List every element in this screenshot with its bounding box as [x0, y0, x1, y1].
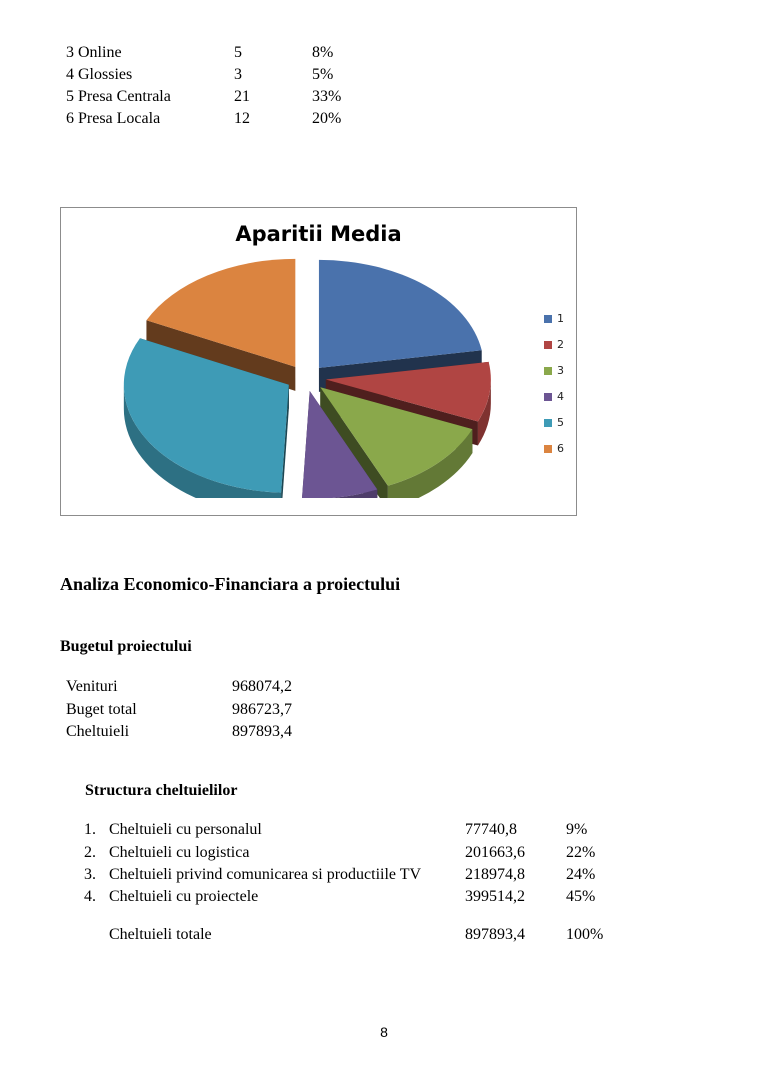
budget-value: 986723,7 [232, 701, 292, 718]
legend-swatch [544, 445, 552, 453]
media-percent: 8% [312, 44, 334, 61]
structure-label: Cheltuieli cu logistica [109, 844, 250, 861]
structure-percent: 24% [566, 866, 596, 883]
structure-value: 399514,2 [465, 888, 525, 905]
structure-percent: 9% [566, 821, 588, 838]
structure-label: Cheltuieli cu personalul [109, 821, 262, 838]
media-label: 5 Presa Centrala [66, 88, 171, 105]
budget-label: Cheltuieli [66, 723, 130, 740]
media-label: 4 Glossies [66, 66, 133, 83]
structure-percent: 45% [566, 888, 596, 905]
budget-label: Buget total [66, 701, 137, 718]
section-title: Analiza Economico-Financiara a proiectului [60, 574, 401, 594]
legend-item [544, 416, 574, 430]
legend-item [544, 364, 574, 378]
structure-number: 4. [84, 888, 96, 905]
budget-heading: Bugetul proiectului [60, 638, 192, 655]
media-count: 21 [234, 88, 250, 105]
budget-label: Venituri [66, 678, 118, 695]
structure-value: 201663,6 [465, 844, 525, 861]
structure-number: 3. [84, 866, 96, 883]
legend-label: 6 [557, 442, 564, 455]
structure-percent: 22% [566, 844, 596, 861]
structure-number: 2. [84, 844, 96, 861]
pie-chart-panel [60, 207, 577, 516]
legend-label: 3 [557, 364, 564, 377]
chart-title: Aparitii Media [235, 222, 402, 246]
legend-item [544, 442, 574, 456]
structure-total-label: Cheltuieli totale [109, 926, 212, 943]
structure-heading: Structura cheltuielilor [85, 782, 238, 799]
legend-item [544, 312, 574, 326]
legend-item [544, 338, 574, 352]
budget-value: 968074,2 [232, 678, 292, 695]
media-percent: 33% [312, 88, 342, 105]
structure-value: 218974,8 [465, 866, 525, 883]
legend-label: 2 [557, 338, 564, 351]
legend-label: 4 [557, 390, 564, 403]
legend-item [544, 390, 574, 404]
media-percent: 20% [312, 110, 342, 127]
media-count: 3 [234, 66, 242, 83]
structure-total-value: 897893,4 [465, 926, 525, 943]
legend-swatch [544, 419, 552, 427]
legend-label: 1 [557, 312, 564, 325]
legend-swatch [544, 341, 552, 349]
structure-number: 1. [84, 821, 96, 838]
media-count: 5 [234, 44, 242, 61]
structure-label: Cheltuieli privind comunicarea si productiile TV [109, 866, 422, 883]
page-number: 8 [380, 1024, 388, 1040]
structure-label: Cheltuieli cu proiectele [109, 888, 259, 905]
media-count: 12 [234, 110, 250, 127]
pie-chart [61, 208, 531, 498]
legend-label: 5 [557, 416, 564, 429]
structure-total-percent: 100% [566, 926, 604, 943]
legend-swatch [544, 315, 552, 323]
budget-value: 897893,4 [232, 723, 292, 740]
media-percent: 5% [312, 66, 334, 83]
media-label: 6 Presa Locala [66, 110, 161, 127]
legend-swatch [544, 393, 552, 401]
media-label: 3 Online [66, 44, 122, 61]
structure-value: 77740,8 [465, 821, 517, 838]
legend-swatch [544, 367, 552, 375]
